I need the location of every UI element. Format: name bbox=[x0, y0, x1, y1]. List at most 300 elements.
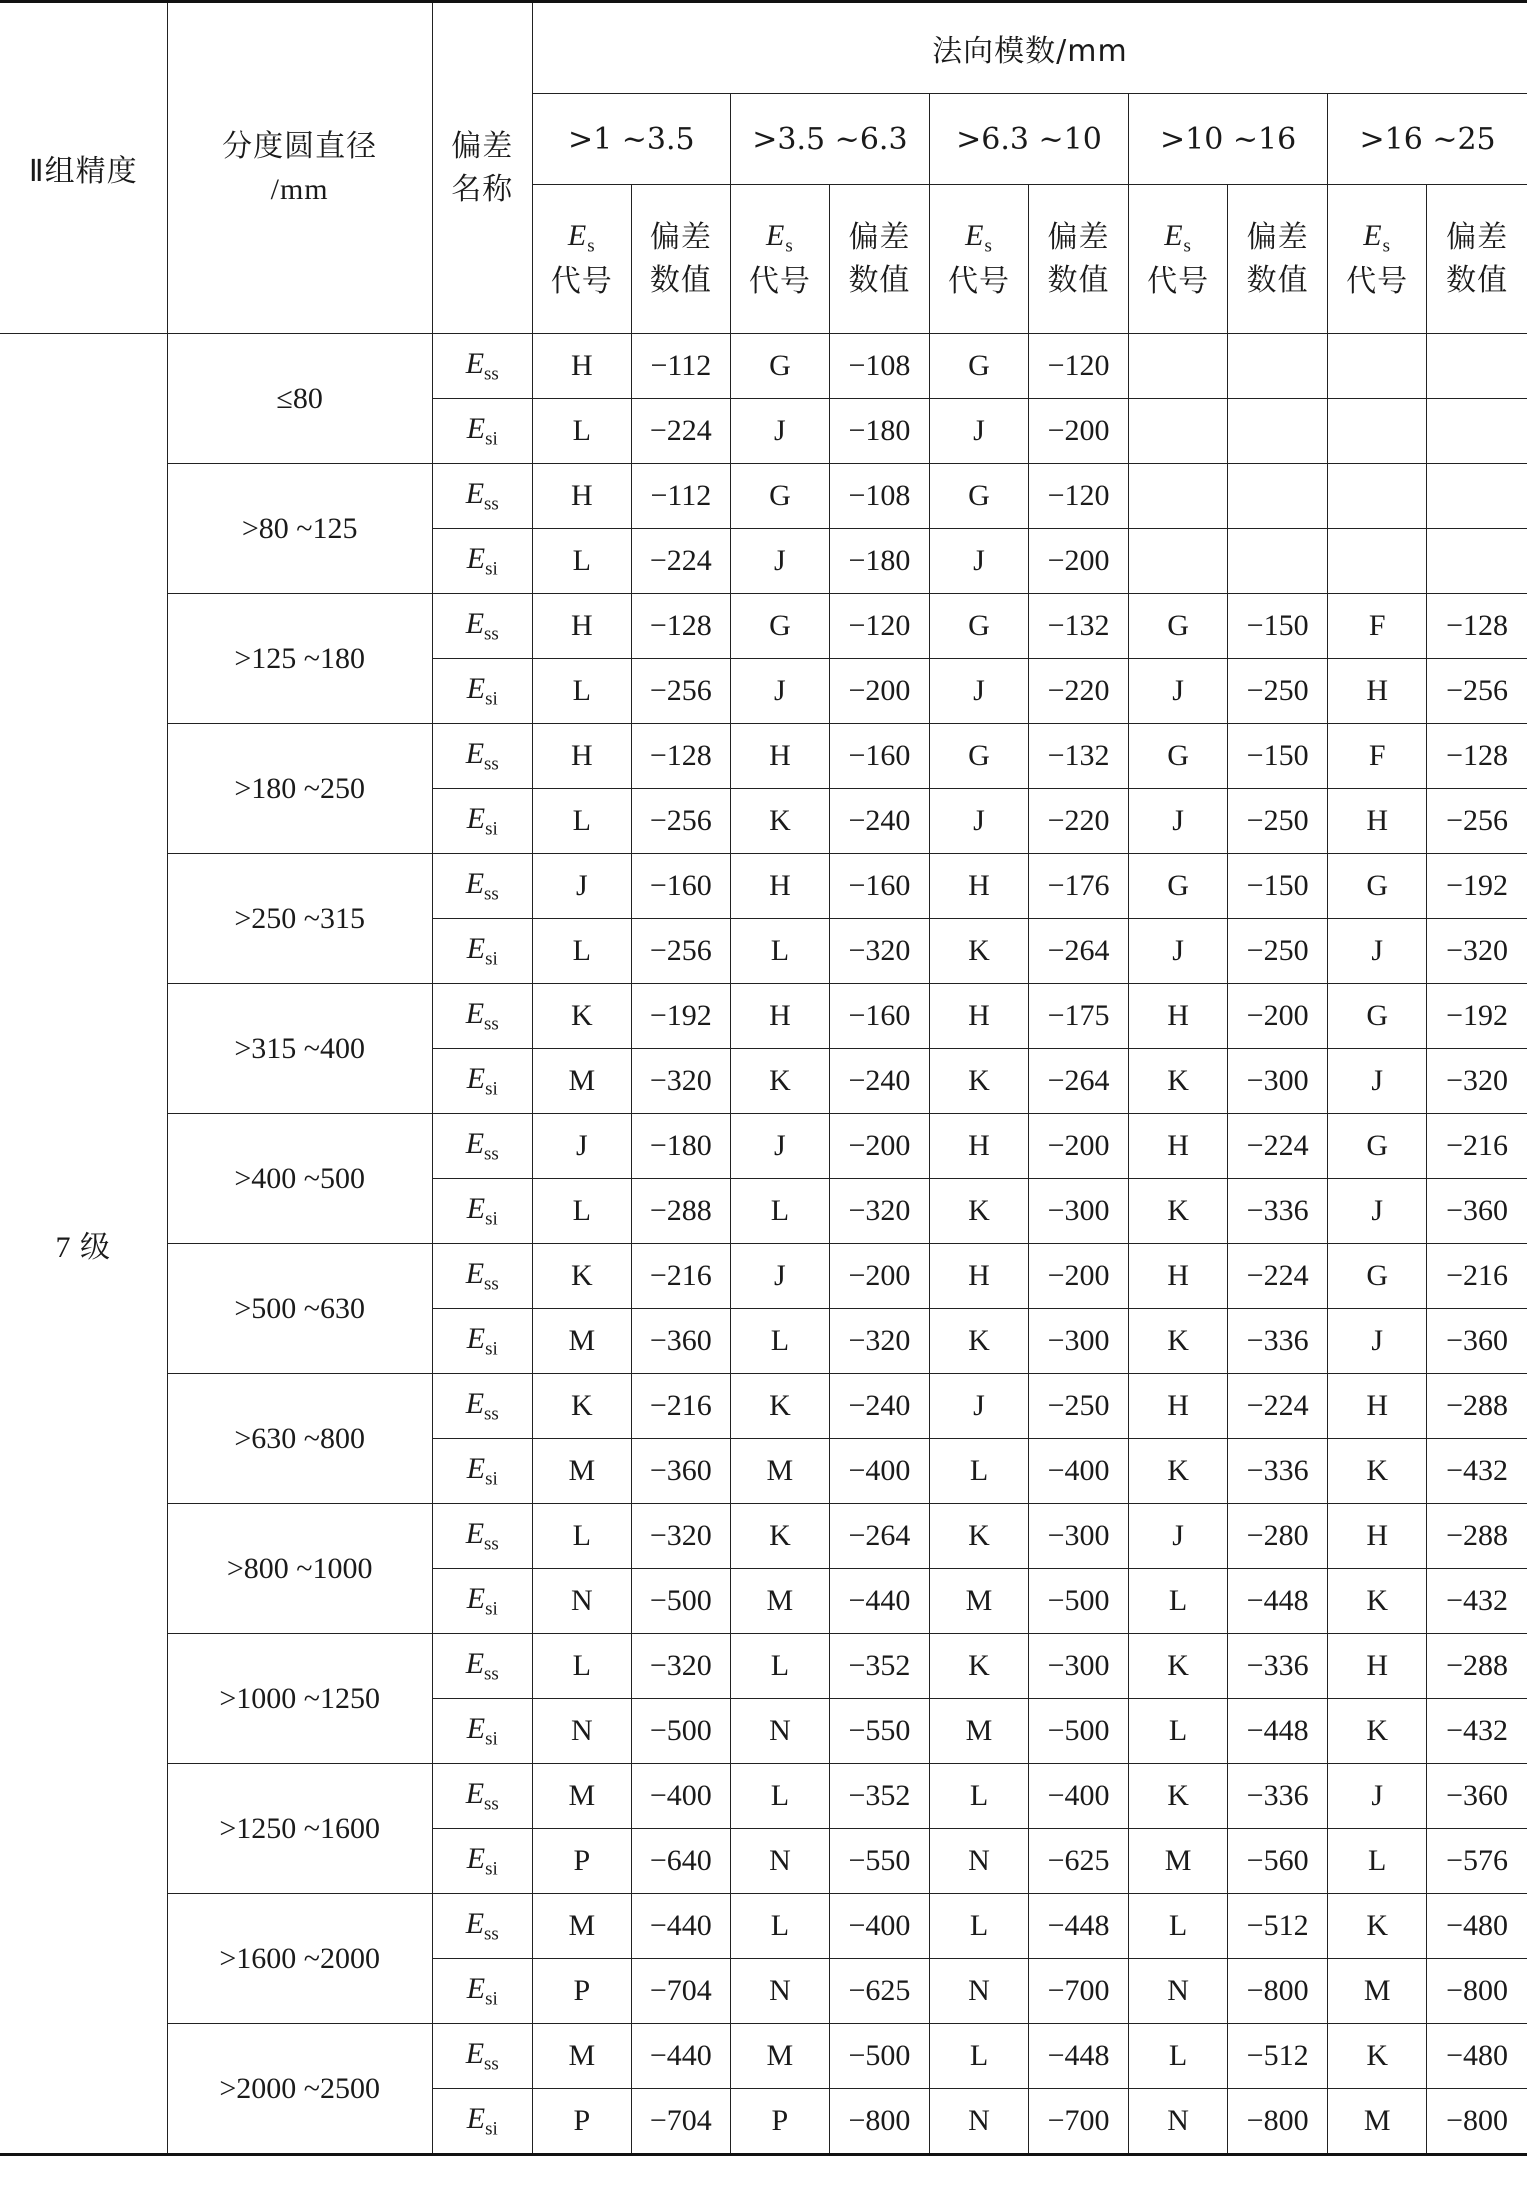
deviation-value-cell: −240 bbox=[829, 1049, 929, 1114]
deviation-code-cell: L bbox=[730, 1894, 829, 1959]
deviation-code-cell: L bbox=[1328, 1829, 1427, 1894]
deviation-value-cell: −240 bbox=[829, 1374, 929, 1439]
deviation-code-cell: H bbox=[532, 724, 631, 789]
diameter-range-cell: >1000 ~1250 bbox=[167, 1634, 432, 1764]
deviation-code-cell: K bbox=[929, 1049, 1028, 1114]
deviation-name-cell: $E_{ss}$ bbox=[432, 334, 532, 399]
grade-cell: 7 级 bbox=[0, 334, 167, 2155]
deviation-code-cell: H bbox=[532, 464, 631, 529]
deviation-value-cell: −175 bbox=[1029, 984, 1129, 1049]
deviation-value-cell: −800 bbox=[1228, 2089, 1328, 2155]
deviation-name-cell: $E_{ss}$ bbox=[432, 724, 532, 789]
deviation-code-cell: J bbox=[730, 529, 829, 594]
deviation-value-cell: −216 bbox=[1427, 1244, 1527, 1309]
deviation-value-cell: −108 bbox=[829, 464, 929, 529]
deviation-value-cell: −288 bbox=[1427, 1504, 1527, 1569]
deviation-code-cell bbox=[1328, 529, 1427, 594]
deviation-code-cell: J bbox=[1129, 919, 1228, 984]
header-module-range: >16 ~25 bbox=[1328, 94, 1527, 185]
header-deviation-name: 偏差 名称 bbox=[432, 2, 532, 334]
deviation-value-cell: −150 bbox=[1228, 594, 1328, 659]
deviation-code-cell: G bbox=[929, 594, 1028, 659]
deviation-value-cell: −160 bbox=[829, 724, 929, 789]
deviation-value-cell: −160 bbox=[829, 854, 929, 919]
deviation-value-cell bbox=[1228, 334, 1328, 399]
deviation-code-cell: N bbox=[929, 2089, 1028, 2155]
deviation-value-cell: −500 bbox=[631, 1699, 730, 1764]
deviation-code-cell: H bbox=[1129, 1244, 1228, 1309]
deviation-code-cell: J bbox=[929, 529, 1028, 594]
deviation-value-cell: −192 bbox=[631, 984, 730, 1049]
deviation-value-cell: −150 bbox=[1228, 724, 1328, 789]
deviation-value-cell: −224 bbox=[1228, 1114, 1328, 1179]
deviation-code-cell: P bbox=[730, 2089, 829, 2155]
deviation-value-cell: −280 bbox=[1228, 1504, 1328, 1569]
header-code-label: $E_s$ 代号 bbox=[929, 185, 1028, 334]
deviation-value-cell bbox=[1228, 399, 1328, 464]
deviation-value-cell bbox=[1228, 529, 1328, 594]
deviation-code-cell bbox=[1129, 399, 1228, 464]
deviation-code-cell: H bbox=[929, 1244, 1028, 1309]
deviation-value-cell: −256 bbox=[631, 919, 730, 984]
deviation-name-cell: $E_{ss}$ bbox=[432, 984, 532, 1049]
deviation-value-cell: −704 bbox=[631, 1959, 730, 2024]
deviation-name-cell: $E_{si}$ bbox=[432, 919, 532, 984]
diameter-range-cell: >1600 ~2000 bbox=[167, 1894, 432, 2024]
deviation-code-cell: G bbox=[1129, 594, 1228, 659]
deviation-code-cell: M bbox=[730, 1439, 829, 1504]
deviation-code-cell: L bbox=[532, 1179, 631, 1244]
deviation-value-cell: −432 bbox=[1427, 1569, 1527, 1634]
deviation-value-cell: −128 bbox=[631, 724, 730, 789]
header-value-label: 偏差 数值 bbox=[1228, 185, 1328, 334]
deviation-value-cell bbox=[1228, 464, 1328, 529]
deviation-value-cell: −150 bbox=[1228, 854, 1328, 919]
deviation-name-cell: $E_{si}$ bbox=[432, 1179, 532, 1244]
deviation-code-cell: K bbox=[730, 1049, 829, 1114]
deviation-value-cell: −288 bbox=[631, 1179, 730, 1244]
header-code-label: $E_s$ 代号 bbox=[1129, 185, 1228, 334]
deviation-code-cell: G bbox=[1129, 724, 1228, 789]
deviation-value-cell: −108 bbox=[829, 334, 929, 399]
deviation-value-cell: −256 bbox=[1427, 659, 1527, 724]
deviation-code-cell: K bbox=[1129, 1309, 1228, 1374]
deviation-value-cell: −448 bbox=[1029, 2024, 1129, 2089]
deviation-name-cell: $E_{ss}$ bbox=[432, 1894, 532, 1959]
header-value-label: 偏差 数值 bbox=[829, 185, 929, 334]
deviation-code-cell: J bbox=[1129, 659, 1228, 724]
deviation-code-cell: L bbox=[1129, 2024, 1228, 2089]
table-row bbox=[0, 854, 1527, 919]
deviation-value-cell: −500 bbox=[631, 1569, 730, 1634]
deviation-value-cell: −224 bbox=[631, 399, 730, 464]
deviation-value-cell: −500 bbox=[1029, 1699, 1129, 1764]
header-module-range: >3.5 ~6.3 bbox=[730, 94, 929, 185]
deviation-value-cell: −550 bbox=[829, 1829, 929, 1894]
deviation-value-cell: −320 bbox=[631, 1634, 730, 1699]
diameter-range-cell: >250 ~315 bbox=[167, 854, 432, 984]
deviation-value-cell: −192 bbox=[1427, 854, 1527, 919]
deviation-code-cell: M bbox=[730, 1569, 829, 1634]
deviation-name-cell: $E_{ss}$ bbox=[432, 1504, 532, 1569]
deviation-name-cell: $E_{si}$ bbox=[432, 2089, 532, 2155]
deviation-value-cell: −800 bbox=[1228, 1959, 1328, 2024]
table-row bbox=[0, 1894, 1527, 1959]
deviation-value-cell: −200 bbox=[1029, 529, 1129, 594]
deviation-code-cell: H bbox=[730, 984, 829, 1049]
deviation-code-cell: G bbox=[1328, 984, 1427, 1049]
deviation-name-cell: $E_{ss}$ bbox=[432, 1374, 532, 1439]
diameter-range-cell: >315 ~400 bbox=[167, 984, 432, 1114]
deviation-value-cell: −180 bbox=[829, 399, 929, 464]
deviation-code-cell: L bbox=[532, 919, 631, 984]
header-diameter: 分度圆直径 /mm bbox=[167, 2, 432, 334]
deviation-value-cell: −512 bbox=[1228, 1894, 1328, 1959]
deviation-code-cell: G bbox=[1328, 1114, 1427, 1179]
deviation-code-cell: L bbox=[730, 919, 829, 984]
deviation-code-cell: G bbox=[1129, 854, 1228, 919]
deviation-value-cell: −800 bbox=[1427, 2089, 1527, 2155]
deviation-code-cell: J bbox=[1328, 919, 1427, 984]
deviation-value-cell: −360 bbox=[1427, 1309, 1527, 1374]
deviation-value-cell: −400 bbox=[829, 1894, 929, 1959]
deviation-value-cell: −132 bbox=[1029, 724, 1129, 789]
deviation-name-cell: $E_{si}$ bbox=[432, 1049, 532, 1114]
deviation-value-cell: −160 bbox=[631, 854, 730, 919]
deviation-value-cell: −700 bbox=[1029, 1959, 1129, 2024]
deviation-name-cell: $E_{si}$ bbox=[432, 1959, 532, 2024]
deviation-name-cell: $E_{ss}$ bbox=[432, 1634, 532, 1699]
deviation-code-cell bbox=[1328, 334, 1427, 399]
deviation-code-cell: P bbox=[532, 2089, 631, 2155]
deviation-code-cell: H bbox=[1129, 1374, 1228, 1439]
deviation-value-cell: −220 bbox=[1029, 789, 1129, 854]
table-row bbox=[0, 1764, 1527, 1829]
deviation-value-cell: −176 bbox=[1029, 854, 1129, 919]
deviation-value-cell: −360 bbox=[1427, 1764, 1527, 1829]
deviation-value-cell: −448 bbox=[1029, 1894, 1129, 1959]
deviation-value-cell: −250 bbox=[1228, 919, 1328, 984]
deviation-code-cell: H bbox=[1328, 1374, 1427, 1439]
header-module-range: >6.3 ~10 bbox=[929, 94, 1128, 185]
header-value-label: 偏差 数值 bbox=[631, 185, 730, 334]
table-row bbox=[0, 334, 1527, 399]
deviation-code-cell: H bbox=[929, 1114, 1028, 1179]
deviation-value-cell: −224 bbox=[631, 529, 730, 594]
deviation-code-cell: K bbox=[1328, 1699, 1427, 1764]
deviation-code-cell: M bbox=[1328, 2089, 1427, 2155]
header-value-label: 偏差 数值 bbox=[1427, 185, 1527, 334]
deviation-code-cell: J bbox=[1129, 789, 1228, 854]
deviation-value-cell: −352 bbox=[829, 1634, 929, 1699]
deviation-code-cell: G bbox=[1328, 1244, 1427, 1309]
deviation-code-cell: N bbox=[532, 1699, 631, 1764]
deviation-code-cell: J bbox=[929, 1374, 1028, 1439]
deviation-code-cell: G bbox=[730, 464, 829, 529]
deviation-code-cell: K bbox=[1129, 1764, 1228, 1829]
deviation-value-cell: −440 bbox=[829, 1569, 929, 1634]
deviation-value-cell: −200 bbox=[1228, 984, 1328, 1049]
deviation-code-cell: M bbox=[730, 2024, 829, 2089]
deviation-value-cell: −256 bbox=[631, 789, 730, 854]
deviation-value-cell: −320 bbox=[829, 1179, 929, 1244]
table-row bbox=[0, 2024, 1527, 2089]
deviation-code-cell: K bbox=[532, 984, 631, 1049]
deviation-value-cell: −400 bbox=[829, 1439, 929, 1504]
deviation-value-cell: −200 bbox=[1029, 399, 1129, 464]
deviation-code-cell: J bbox=[532, 1114, 631, 1179]
deviation-code-cell: F bbox=[1328, 594, 1427, 659]
deviation-value-cell: −320 bbox=[829, 1309, 929, 1374]
deviation-code-cell: L bbox=[929, 1764, 1028, 1829]
deviation-value-cell: −216 bbox=[631, 1374, 730, 1439]
deviation-name-cell: $E_{ss}$ bbox=[432, 594, 532, 659]
deviation-code-cell: L bbox=[1129, 1699, 1228, 1764]
deviation-value-cell: −640 bbox=[631, 1829, 730, 1894]
deviation-value-cell: −264 bbox=[829, 1504, 929, 1569]
deviation-code-cell: P bbox=[532, 1829, 631, 1894]
deviation-code-cell: G bbox=[929, 724, 1028, 789]
deviation-code-cell: K bbox=[1328, 1569, 1427, 1634]
deviation-value-cell: −128 bbox=[631, 594, 730, 659]
deviation-code-cell: M bbox=[532, 1049, 631, 1114]
deviation-value-cell: −180 bbox=[829, 529, 929, 594]
deviation-code-cell: L bbox=[1129, 1894, 1228, 1959]
deviation-value-cell: −320 bbox=[631, 1504, 730, 1569]
deviation-value-cell: −300 bbox=[1029, 1504, 1129, 1569]
deviation-code-cell: J bbox=[1328, 1049, 1427, 1114]
deviation-code-cell: L bbox=[730, 1179, 829, 1244]
deviation-name-cell: $E_{si}$ bbox=[432, 1309, 532, 1374]
deviation-code-cell: L bbox=[730, 1634, 829, 1699]
deviation-code-cell: L bbox=[929, 1439, 1028, 1504]
deviation-name-cell: $E_{ss}$ bbox=[432, 464, 532, 529]
deviation-code-cell: K bbox=[1328, 2024, 1427, 2089]
table-row bbox=[0, 1504, 1527, 1569]
deviation-value-cell: −500 bbox=[829, 2024, 929, 2089]
deviation-name-cell: $E_{si}$ bbox=[432, 659, 532, 724]
diameter-range-cell: >2000 ~2500 bbox=[167, 2024, 432, 2155]
deviation-value-cell: −480 bbox=[1427, 1894, 1527, 1959]
deviation-code-cell: H bbox=[1328, 1504, 1427, 1569]
deviation-code-cell: J bbox=[730, 1244, 829, 1309]
deviation-value-cell: −400 bbox=[1029, 1764, 1129, 1829]
deviation-code-cell: K bbox=[532, 1374, 631, 1439]
deviation-code-cell bbox=[1328, 399, 1427, 464]
deviation-code-cell bbox=[1129, 334, 1228, 399]
deviation-value-cell: −432 bbox=[1427, 1439, 1527, 1504]
deviation-code-cell: L bbox=[532, 529, 631, 594]
deviation-code-cell: J bbox=[730, 1114, 829, 1179]
deviation-value-cell: −200 bbox=[1029, 1114, 1129, 1179]
header-module-range: >1 ~3.5 bbox=[532, 94, 730, 185]
deviation-value-cell: −200 bbox=[1029, 1244, 1129, 1309]
deviation-code-cell: N bbox=[929, 1959, 1028, 2024]
deviation-value-cell: −300 bbox=[1029, 1179, 1129, 1244]
deviation-value-cell: −440 bbox=[631, 1894, 730, 1959]
deviation-name-cell: $E_{si}$ bbox=[432, 399, 532, 464]
deviation-value-cell: −300 bbox=[1029, 1634, 1129, 1699]
deviation-code-cell: K bbox=[532, 1244, 631, 1309]
deviation-code-cell: H bbox=[532, 334, 631, 399]
table-row bbox=[0, 464, 1527, 529]
deviation-value-cell: −400 bbox=[631, 1764, 730, 1829]
deviation-code-cell: M bbox=[532, 1764, 631, 1829]
deviation-value-cell bbox=[1427, 529, 1527, 594]
deviation-code-cell: L bbox=[532, 789, 631, 854]
deviation-value-cell: −180 bbox=[631, 1114, 730, 1179]
deviation-code-cell: K bbox=[1129, 1179, 1228, 1244]
table-row bbox=[0, 984, 1527, 1049]
deviation-value-cell: −336 bbox=[1228, 1764, 1328, 1829]
deviation-code-cell: H bbox=[1129, 1114, 1228, 1179]
deviation-code-cell: H bbox=[730, 854, 829, 919]
deviation-code-cell: K bbox=[929, 1634, 1028, 1699]
diameter-range-cell: >800 ~1000 bbox=[167, 1504, 432, 1634]
diameter-range-cell: >80 ~125 bbox=[167, 464, 432, 594]
deviation-value-cell: −560 bbox=[1228, 1829, 1328, 1894]
table-row bbox=[0, 724, 1527, 789]
diameter-range-cell: ≤80 bbox=[167, 334, 432, 464]
header-module-title: 法向模数/mm bbox=[532, 2, 1527, 94]
deviation-name-cell: $E_{ss}$ bbox=[432, 854, 532, 919]
deviation-value-cell bbox=[1427, 399, 1527, 464]
deviation-code-cell: M bbox=[532, 1309, 631, 1374]
deviation-value-cell: −300 bbox=[1029, 1309, 1129, 1374]
deviation-code-cell: N bbox=[730, 1959, 829, 2024]
deviation-code-cell: M bbox=[929, 1569, 1028, 1634]
header-value-label: 偏差 数值 bbox=[1029, 185, 1129, 334]
deviation-code-cell: H bbox=[929, 854, 1028, 919]
deviation-code-cell: N bbox=[730, 1829, 829, 1894]
deviation-code-cell: G bbox=[929, 334, 1028, 399]
deviation-code-cell: H bbox=[1129, 984, 1228, 1049]
deviation-value-cell: −128 bbox=[1427, 594, 1527, 659]
deviation-value-cell: −336 bbox=[1228, 1439, 1328, 1504]
deviation-code-cell: J bbox=[929, 659, 1028, 724]
deviation-value-cell: −352 bbox=[829, 1764, 929, 1829]
deviation-name-cell: $E_{ss}$ bbox=[432, 2024, 532, 2089]
deviation-code-cell: M bbox=[1328, 1959, 1427, 2024]
deviation-value-cell: −800 bbox=[1427, 1959, 1527, 2024]
deviation-value-cell: −432 bbox=[1427, 1699, 1527, 1764]
deviation-value-cell: −250 bbox=[1029, 1374, 1129, 1439]
table-row bbox=[0, 1374, 1527, 1439]
deviation-value-cell: −224 bbox=[1228, 1374, 1328, 1439]
deviation-value-cell: −192 bbox=[1427, 984, 1527, 1049]
deviation-code-cell: J bbox=[929, 399, 1028, 464]
deviation-code-cell: M bbox=[532, 1894, 631, 1959]
deviation-value-cell: −120 bbox=[1029, 464, 1129, 529]
deviation-code-cell: G bbox=[1328, 854, 1427, 919]
deviation-code-cell: G bbox=[730, 594, 829, 659]
diameter-range-cell: >400 ~500 bbox=[167, 1114, 432, 1244]
deviation-code-cell: K bbox=[730, 1374, 829, 1439]
deviation-code-cell: K bbox=[1129, 1634, 1228, 1699]
deviation-code-cell: M bbox=[929, 1699, 1028, 1764]
deviation-code-cell: J bbox=[730, 659, 829, 724]
deviation-code-cell: L bbox=[1129, 1569, 1228, 1634]
diameter-range-cell: >180 ~250 bbox=[167, 724, 432, 854]
deviation-code-cell: H bbox=[929, 984, 1028, 1049]
deviation-value-cell: −360 bbox=[631, 1309, 730, 1374]
deviation-code-cell: K bbox=[1328, 1439, 1427, 1504]
deviation-value-cell: −256 bbox=[1427, 789, 1527, 854]
deviation-value-cell: −300 bbox=[1228, 1049, 1328, 1114]
deviation-name-cell: $E_{si}$ bbox=[432, 1439, 532, 1504]
deviation-code-cell: M bbox=[532, 1439, 631, 1504]
deviation-name-cell: $E_{ss}$ bbox=[432, 1114, 532, 1179]
deviation-code-cell: H bbox=[730, 724, 829, 789]
deviation-value-cell: −320 bbox=[1427, 1049, 1527, 1114]
deviation-value-cell: −216 bbox=[631, 1244, 730, 1309]
deviation-code-cell: K bbox=[1129, 1439, 1228, 1504]
deviation-value-cell: −480 bbox=[1427, 2024, 1527, 2089]
deviation-value-cell: −120 bbox=[829, 594, 929, 659]
deviation-value-cell: −264 bbox=[1029, 919, 1129, 984]
deviation-value-cell: −250 bbox=[1228, 659, 1328, 724]
deviation-code-cell: K bbox=[730, 1504, 829, 1569]
deviation-value-cell: −264 bbox=[1029, 1049, 1129, 1114]
header-grade: Ⅱ组精度 bbox=[0, 2, 167, 334]
deviation-code-cell: N bbox=[1129, 1959, 1228, 2024]
header-code-label: $E_s$ 代号 bbox=[730, 185, 829, 334]
deviation-value-cell: −360 bbox=[631, 1439, 730, 1504]
deviation-code-cell: H bbox=[1328, 1634, 1427, 1699]
deviation-value-cell: −625 bbox=[1029, 1829, 1129, 1894]
deviation-value-cell: −500 bbox=[1029, 1569, 1129, 1634]
deviation-value-cell: −336 bbox=[1228, 1634, 1328, 1699]
deviation-value-cell: −240 bbox=[829, 789, 929, 854]
deviation-value-cell: −336 bbox=[1228, 1309, 1328, 1374]
deviation-name-cell: $E_{si}$ bbox=[432, 1569, 532, 1634]
deviation-name-cell: $E_{ss}$ bbox=[432, 1244, 532, 1309]
deviation-value-cell: −220 bbox=[1029, 659, 1129, 724]
deviation-code-cell: L bbox=[532, 659, 631, 724]
deviation-value-cell: −288 bbox=[1427, 1634, 1527, 1699]
deviation-name-cell: $E_{ss}$ bbox=[432, 1764, 532, 1829]
deviation-value-cell: −128 bbox=[1427, 724, 1527, 789]
deviation-code-cell: L bbox=[929, 2024, 1028, 2089]
deviation-value-cell: −160 bbox=[829, 984, 929, 1049]
deviation-code-cell: H bbox=[1328, 789, 1427, 854]
deviation-value-cell: −360 bbox=[1427, 1179, 1527, 1244]
deviation-code-cell: M bbox=[532, 2024, 631, 2089]
deviation-code-cell: K bbox=[730, 789, 829, 854]
deviation-value-cell: −448 bbox=[1228, 1569, 1328, 1634]
deviation-value-cell: −512 bbox=[1228, 2024, 1328, 2089]
header-code-label: $E_s$ 代号 bbox=[1328, 185, 1427, 334]
deviation-value-cell: −400 bbox=[1029, 1439, 1129, 1504]
deviation-value-cell bbox=[1427, 464, 1527, 529]
header-code-label: $E_s$ 代号 bbox=[532, 185, 631, 334]
deviation-code-cell: K bbox=[929, 1504, 1028, 1569]
deviation-value-cell: −200 bbox=[829, 659, 929, 724]
deviation-code-cell bbox=[1328, 464, 1427, 529]
deviation-value-cell: −800 bbox=[829, 2089, 929, 2155]
deviation-code-cell: M bbox=[1129, 1829, 1228, 1894]
deviation-value-cell: −550 bbox=[829, 1699, 929, 1764]
deviation-code-cell: N bbox=[1129, 2089, 1228, 2155]
deviation-value-cell: −200 bbox=[829, 1114, 929, 1179]
deviation-code-cell: G bbox=[929, 464, 1028, 529]
deviation-code-cell: J bbox=[1328, 1764, 1427, 1829]
diameter-range-cell: >500 ~630 bbox=[167, 1244, 432, 1374]
deviation-value-cell: −288 bbox=[1427, 1374, 1527, 1439]
deviation-code-cell: L bbox=[730, 1309, 829, 1374]
deviation-value-cell: −132 bbox=[1029, 594, 1129, 659]
deviation-code-cell: K bbox=[929, 1309, 1028, 1374]
